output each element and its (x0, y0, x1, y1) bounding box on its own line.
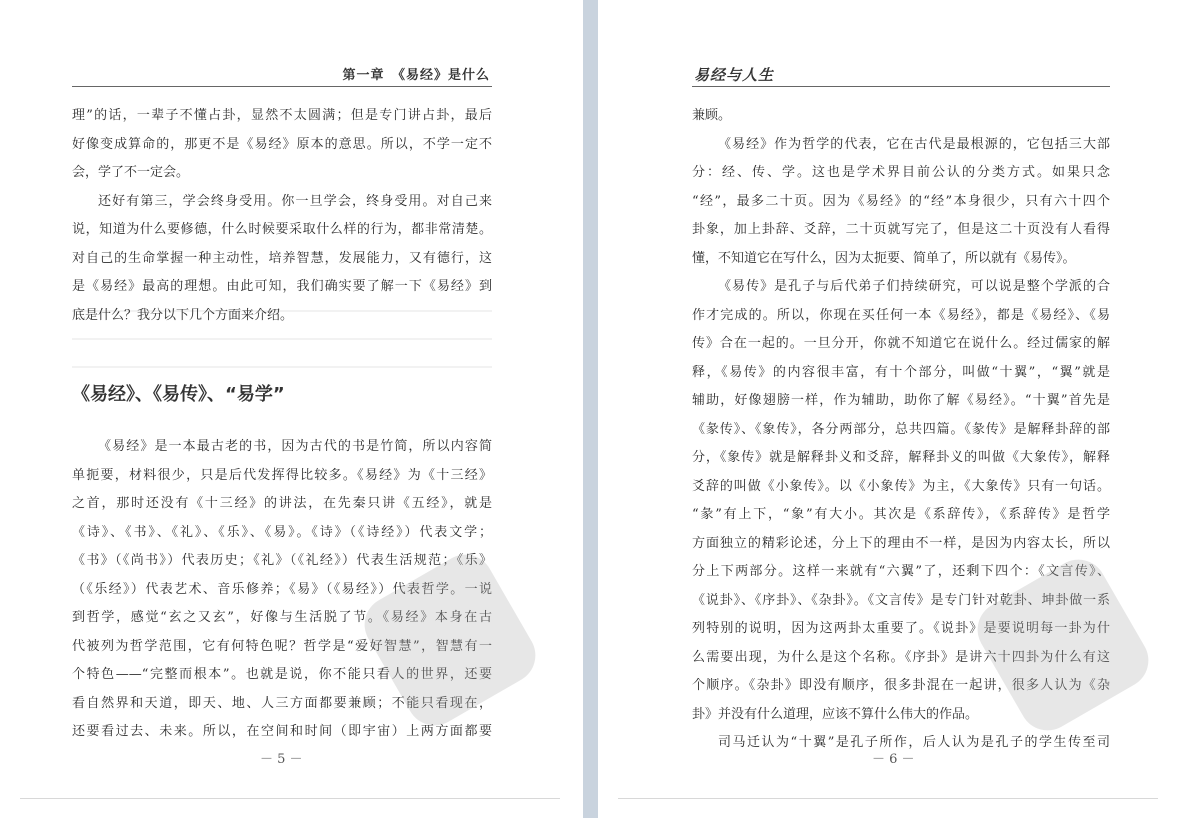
text-line: 卦》并没有什么道理，应该不算什么伟大的作品。 (692, 706, 979, 722)
page-number: － 5 － (260, 752, 303, 767)
text-line: 分上下两部分。这样一来就有“六翼”了，还剩下四个：《文言传》、 (692, 564, 1110, 579)
text-line: 《彖传》、《象传》，各分两部分，总共四篇。《彖传》是解释卦辞的部 (692, 421, 1110, 437)
text-line: 看自然界和天道，即天、地、人三方面都要兼顾；不能只看现在， (72, 695, 492, 711)
page-bottom-edge (20, 798, 560, 799)
right-page (598, 0, 1184, 818)
header-rule (72, 86, 492, 87)
text-line: 好像变成算命的，那更不是《易经》原本的意思。所以，不学一定不 (72, 136, 492, 152)
text-line: 作才完成的。所以，你现在买任何一本《易经》，都是《易经》、《易 (692, 307, 1110, 323)
text-line: 分，《象传》就是解释卦义和爻辞，解释卦义的叫做《大象传》，解释 (692, 450, 1110, 465)
text-line: 对自己的生命掌握一种主动性，培养智慧，发展能力，又有德行，这 (72, 250, 492, 266)
text-line: 《诗》、《书》、《礼》、《乐》、《易》。《诗》（《诗经》）代表文学； (72, 524, 492, 540)
text-line: 列特别的说明，因为这两卦太重要了。《说卦》是要说明每一卦为什 (692, 621, 1110, 636)
text-line: 卦象，加上卦辞、爻辞，二十页就写完了，但是这二十页没有人看得 (692, 222, 1110, 237)
text-line: 之首，那时还没有《十三经》的讲法，在先秦只讲《五经》，就是 (72, 496, 492, 511)
text-line: 会，学了不一定会。 (72, 165, 190, 180)
text-line: “经”，最多二十页。因为《易经》的“经”本身很少，只有六十四个 (692, 193, 1110, 209)
text-line: 《易经》是一本最古老的书，因为古代的书是竹简，所以内容简 (98, 439, 492, 454)
page-gutter (583, 0, 598, 818)
text-line: （《乐经》）代表艺术、音乐修养；《易》（《易经》）代表哲学。一说 (72, 581, 492, 597)
text-line: 司马迁认为“十翼”是孔子所作，后人认为是孔子的学生传至司 (718, 735, 1110, 750)
text-line: 是《易经》最高的理想。由此可知，我们确实要了解一下《易经》到 (72, 279, 492, 294)
page-number: － 6 － (872, 752, 915, 767)
header-rule (692, 86, 1110, 87)
text-line: 代被列为哲学范围，它有何特色呢？哲学是“爱好智慧”，智慧有一 (72, 638, 492, 654)
text-line: 《易经》作为哲学的代表，它在古代是最根源的，它包括三大部 (718, 136, 1110, 152)
paragraph-block (72, 102, 492, 330)
text-line: 《说卦》、《序卦》、《杂卦》。《文言传》是专门针对乾卦、坤卦做一系 (692, 592, 1110, 608)
section-heading: 《易经》、《易传》、“易学” (72, 384, 285, 405)
text-line: 爻辞的叫做《小象传》。以《小象传》为主，《大象传》只有一句话。 (692, 478, 1110, 494)
text-line: 理”的话，一辈子不懂占卦，显然不太圆满；但是专门讲占卦，最后 (72, 108, 492, 123)
text-line: 说，知道为什么要修德，什么时候要采取什么样的行为，都非常清楚。 (72, 222, 492, 237)
running-header: 易经与人生 (694, 66, 775, 84)
text-line: 方面独立的精彩论述，分上下的理由不一样，是因为内容太长，所以 (692, 535, 1110, 551)
left-page (0, 0, 583, 818)
page-bottom-edge (618, 798, 1158, 799)
text-line: 《易传》是孔子与后代弟子们持续研究，可以说是整个学派的合 (718, 279, 1110, 294)
text-line: 兼顾。 (692, 108, 732, 123)
text-line: 到哲学，感觉“玄之又玄”，好像与生活脱了节。《易经》本身在古 (72, 610, 492, 625)
text-line: “彖”有上下，“象”有大小。其次是《系辞传》，《系辞传》是哲学 (692, 507, 1110, 522)
text-line: 《书》（《尚书》）代表历史；《礼》（《礼经》）代表生活规范；《乐》 (72, 553, 492, 568)
text-line: 个顺序。《杂卦》即没有顺序，很多卦混在一起讲，很多人认为《杂 (692, 678, 1110, 693)
text-line: 懂，不知道它在写什么，因为太扼要、简单了，所以就有《易传》。 (692, 250, 1076, 266)
text-line: 释，《易传》的内容很丰富，有十个部分，叫做“十翼”，“翼”就是 (692, 364, 1110, 380)
text-line: 分：经、传、学。这也是学术界目前公认的分类方式。如果只念 (692, 165, 1110, 180)
text-line: 还要看过去、未来。所以，在空间和时间（即宇宙）上两方面都要 (72, 724, 492, 739)
running-header: 第一章 《易经》是什么 (342, 68, 490, 83)
text-line: 底是什么？我分以下几个方面来介绍。 (72, 307, 294, 323)
text-line: 传》合在一起的。一旦分开，你就不知道它在说什么。经过儒家的解 (692, 336, 1110, 351)
text-line: 个特色——“完整而根本”。也就是说，你不能只看人的世界，还要 (72, 667, 492, 682)
text-line: 单扼要，材料很少，只是后代发挥得比较多。《易经》为《十三经》 (72, 467, 492, 483)
text-line: 辅助，好像翅膀一样，作为辅助，助你了解《易经》。“十翼”首先是 (692, 393, 1110, 408)
text-line: 还好有第三，学会终身受用。你一旦学会，终身受用。对自己来 (98, 193, 492, 209)
text-line: 么需要出现，为什么是这个名称。《序卦》是讲六十四卦为什么有这 (692, 649, 1110, 665)
